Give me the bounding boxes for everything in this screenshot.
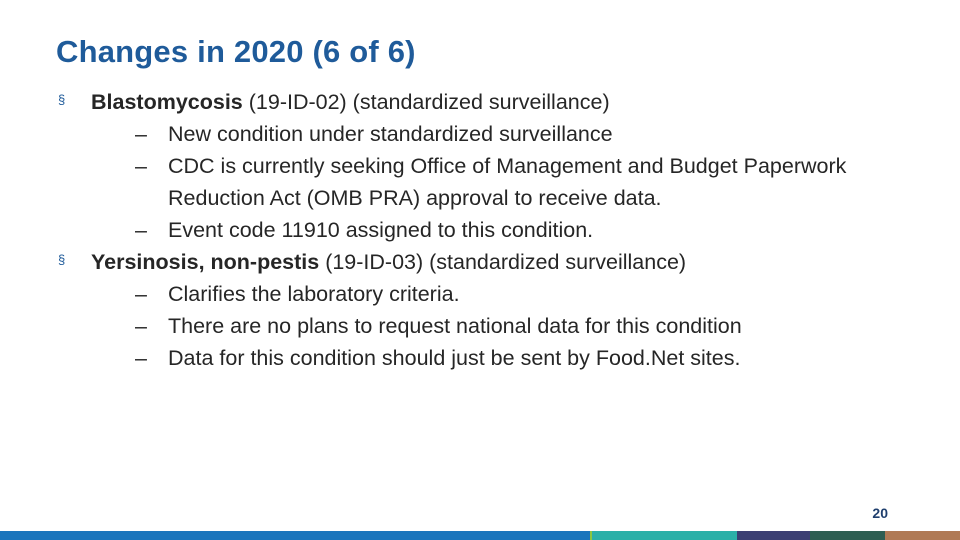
dash-icon: –: [135, 154, 147, 178]
bullet-detail: (19-ID-02) (standardized surveillance): [242, 90, 610, 114]
sub-list: [91, 118, 936, 246]
dash-icon: –: [135, 122, 147, 146]
sub-item-text: There are no plans to request national data for this condition: [168, 314, 742, 338]
sub-item-text: Event code 11910 assigned to this condition.: [168, 218, 594, 242]
sub-item: [91, 150, 936, 214]
footer-bar-segment: [592, 531, 737, 540]
sub-list: [91, 278, 936, 374]
footer-color-bar: [0, 531, 960, 540]
footer-bar-segment: [300, 531, 450, 540]
sub-item: [91, 278, 936, 310]
square-bullet-icon: §: [58, 252, 66, 267]
sub-item-text: CDC is currently seeking Office of Management and Budget Paperwork Reduction Act (OMB PRA) approval to receive data.: [168, 154, 847, 210]
sub-item: [91, 118, 936, 150]
sub-item-text: New condition under standardized surveillance: [168, 122, 613, 146]
sub-item: [91, 310, 936, 342]
footer-bar-segment: [885, 531, 960, 540]
square-bullet-icon: §: [58, 92, 66, 107]
bullet-text: [91, 86, 936, 118]
sub-item-text: Clarifies the laboratory criteria.: [168, 282, 460, 306]
footer-bar-segment: [737, 531, 810, 540]
bullet-bold-term: Yersinosis, non-pestis: [91, 250, 320, 274]
dash-icon: –: [135, 218, 147, 242]
dash-icon: –: [135, 282, 147, 306]
bullet-detail: (19-ID-03) (standardized surveillance): [319, 250, 687, 274]
sub-item: [91, 342, 936, 374]
bullet-bold-term: Blastomycosis: [91, 90, 243, 114]
bullet-item: [56, 86, 936, 246]
footer-bar-segment: [0, 531, 150, 540]
bullet-item: [56, 246, 936, 374]
page-number: 20: [872, 505, 888, 521]
sub-item-text: Data for this condition should just be sent by Food.Net sites.: [168, 346, 741, 370]
dash-icon: –: [135, 346, 147, 370]
bullet-text: [91, 246, 936, 278]
footer-bar-segment: [810, 531, 885, 540]
slide-content: [56, 86, 936, 374]
footer-bar-segment: [150, 531, 300, 540]
sub-item: [91, 214, 936, 246]
footer-bar-segment: [450, 531, 590, 540]
dash-icon: –: [135, 314, 147, 338]
slide-title: Changes in 2020 (6 of 6): [56, 34, 416, 69]
